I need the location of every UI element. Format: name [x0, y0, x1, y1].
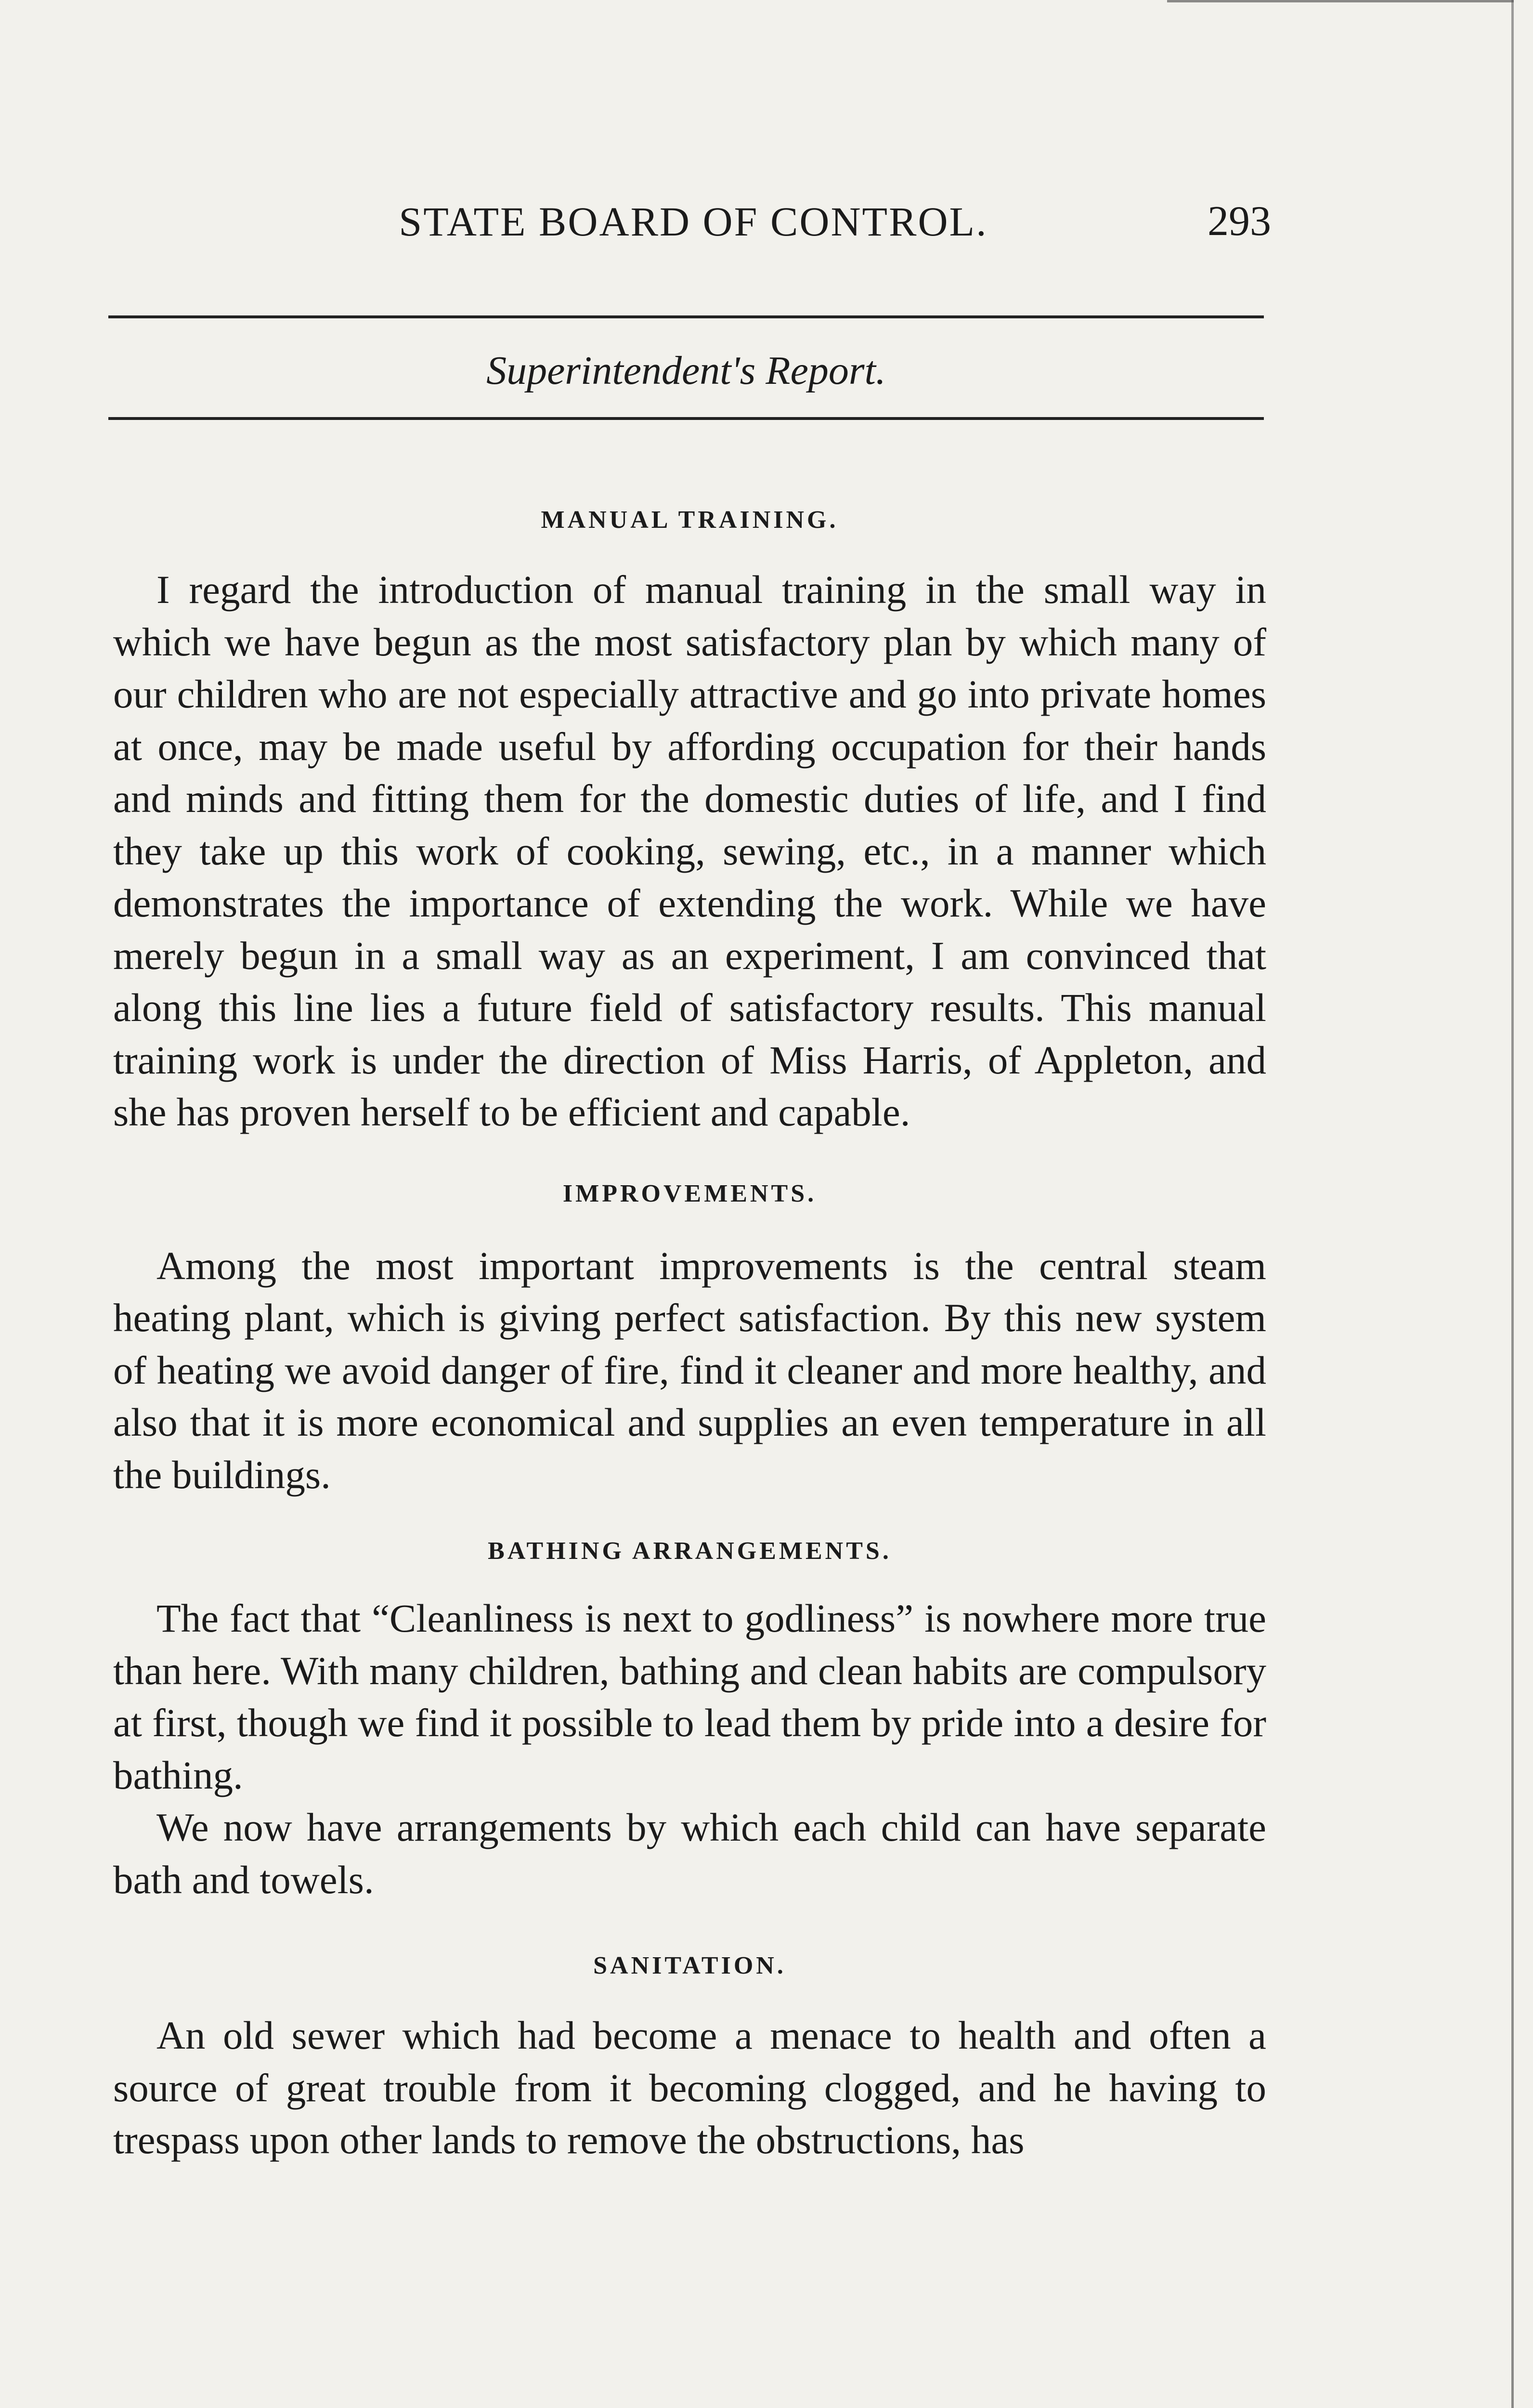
header-rule-bottom — [108, 417, 1264, 420]
paragraph-improvements: Among the most important improvements is the central steam heating plant, which is giving perfect satisfaction. By this new system of heating we avoid danger of fire, find it cleaner and more healthy, and also that it is more economical and supplies an even temperature in all the buildings. — [113, 1243, 1266, 1497]
subheading-improvements: IMPROVEMENTS. — [562, 1179, 817, 1207]
subheading-sanitation: SANITATION. — [593, 1952, 786, 1979]
running-head — [116, 190, 1271, 253]
subheading-bathing-arrangements: BATHING ARRANGEMENTS. — [488, 1537, 892, 1565]
running-head-title: STATE BOARD OF CONTROL. — [399, 198, 988, 245]
scan-edge-mark — [1167, 0, 1514, 2]
subheading-manual-training: MANUAL TRAINING. — [541, 506, 839, 534]
section-header: Superintendent's Report. — [486, 348, 886, 393]
paragraph-manual-training: I regard the introduction of manual training in the small way in which we have begun as the most satisfactory plan by which many of our children who are not especially attractive and go into private homes at once, may be made useful by affording occupation for their hands and minds and fitting them for the domestic duties of life, and I find they take up this work of cooking, sewing, etc., in a manner which demonstrates the importance of extending the work. While we have merely begun in a small way as an experiment, I am convinced that along this line lies a future field of satisfactory results. This manual training work is under the direction of Miss Harris, of Appleton, and she has proven herself to be efficient and capable. — [113, 567, 1266, 1134]
body-text — [113, 498, 1266, 2166]
paragraph-sanitation: An old sewer which had become a menace to health and often a source of great trouble from it becoming clogged, and he having to trespass upon other lands to remove the obstructions, has — [113, 2013, 1266, 2162]
header-rule-top — [108, 315, 1264, 318]
page-binding-edge — [1511, 0, 1514, 2408]
page-number: 293 — [1208, 198, 1271, 245]
paragraph-bathing-2: We now have arrangements by which each child can have separate bath and towels. — [113, 1805, 1266, 1902]
paragraph-bathing-1: The fact that “Cleanliness is next to godliness” is nowhere more true than here. With many children, bathing and clean habits are compulsory at first, though we find it possible to lead them by pride into a desire for bathing. — [113, 1596, 1266, 1797]
